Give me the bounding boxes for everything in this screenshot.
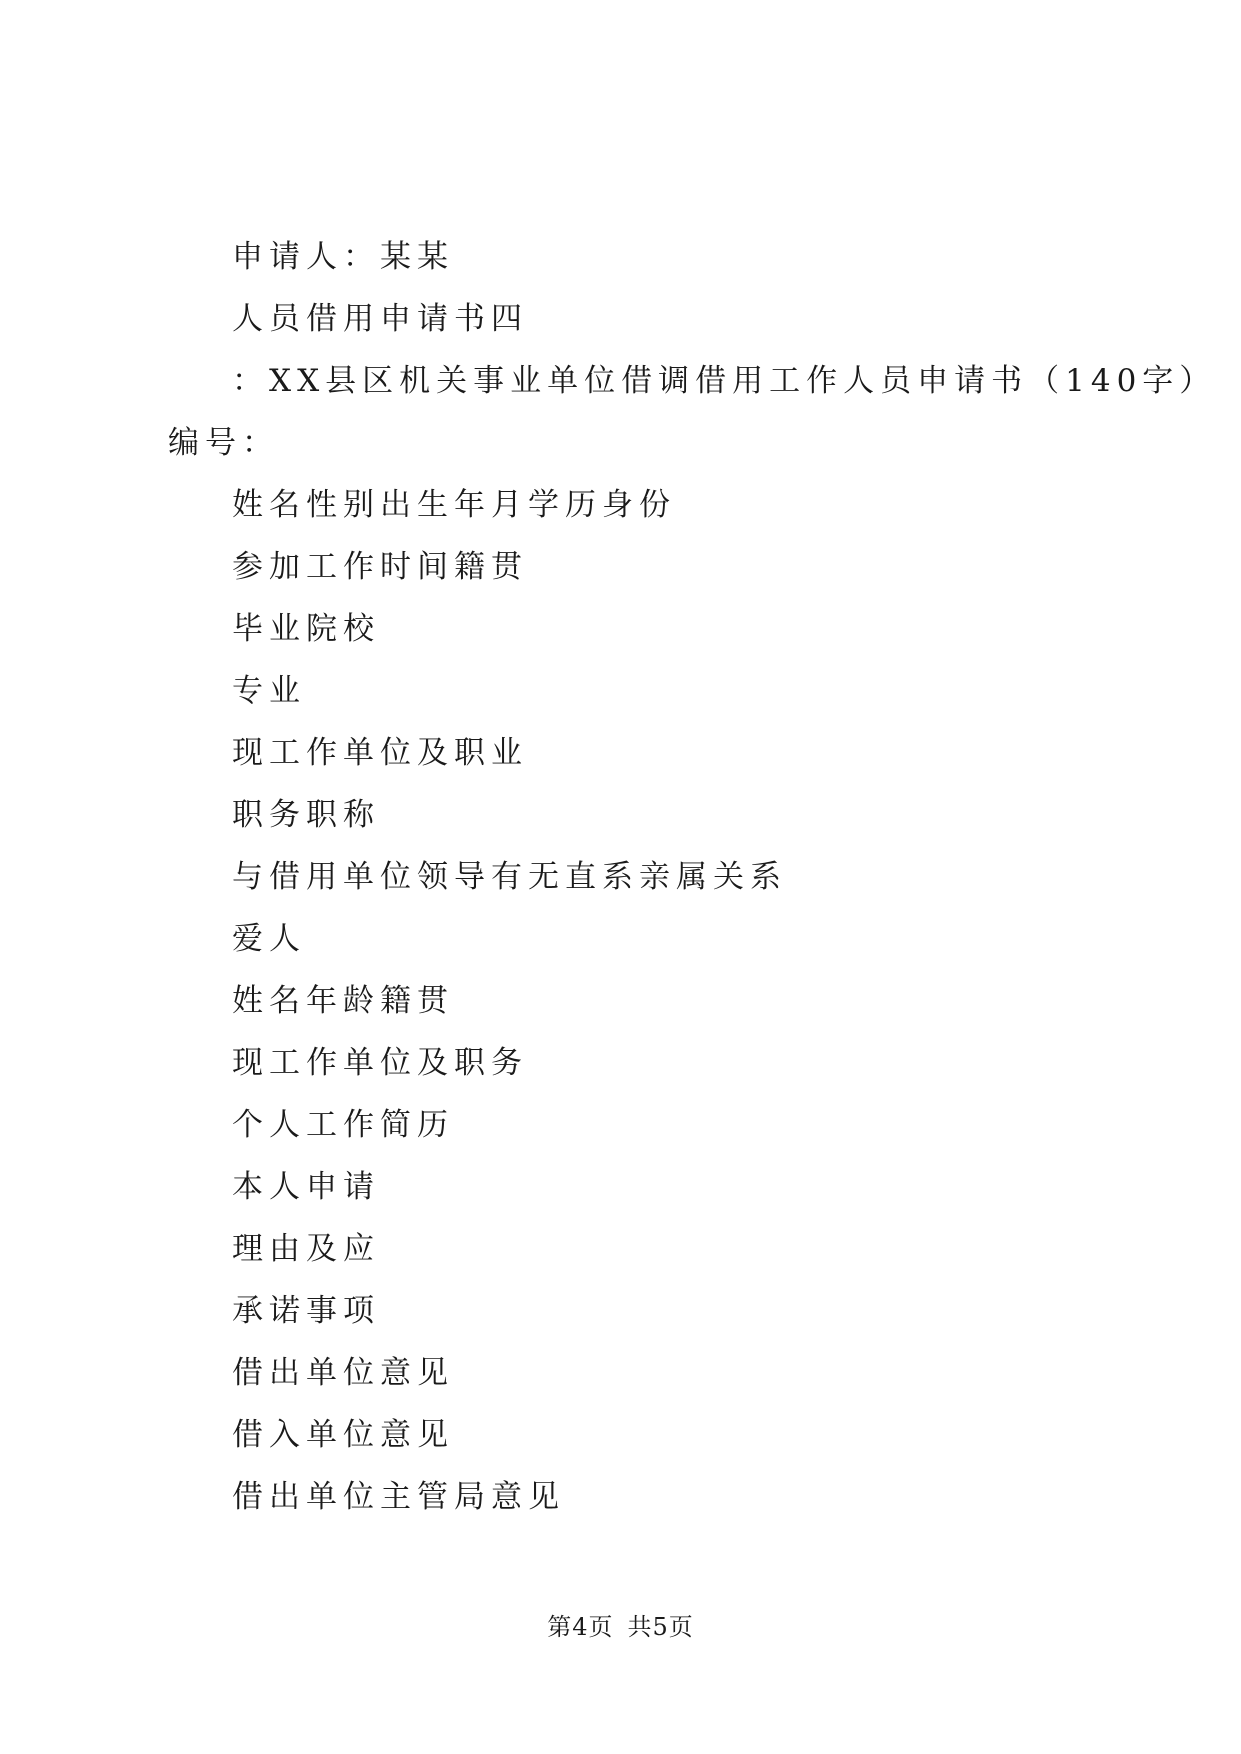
- form-field-line: 现工作单位及职务: [232, 1045, 528, 1081]
- form-field-line: 承诺事项: [232, 1293, 380, 1329]
- form-field-line: 专业: [232, 673, 306, 709]
- form-title: ：XX县区机关事业单位借调借用工作人员申请书（140字）: [232, 363, 1217, 399]
- applicant-line: 申请人：某某: [232, 239, 454, 275]
- form-field-line: 借出单位意见: [232, 1355, 454, 1391]
- form-field-line: 姓名性别出生年月学历身份: [232, 487, 676, 523]
- form-field-line: 个人工作简历: [232, 1107, 454, 1143]
- form-field-line: 毕业院校: [232, 611, 380, 647]
- page-number-current: 第4页: [547, 1613, 614, 1641]
- form-field-line: 参加工作时间籍贯: [232, 549, 528, 585]
- form-field-line: 职务职称: [232, 797, 380, 833]
- form-field-line: 现工作单位及职业: [232, 735, 528, 771]
- form-field-line: 姓名年龄籍贯: [232, 983, 454, 1019]
- form-field-line: 借出单位主管局意见: [232, 1479, 565, 1515]
- serial-number-label: 编号：: [168, 425, 279, 461]
- form-field-line: 与借用单位领导有无直系亲属关系: [232, 859, 787, 895]
- form-field-line: 本人申请: [232, 1169, 380, 1205]
- form-field-line: 爱人: [232, 921, 306, 957]
- section-title: 人员借用申请书四: [232, 301, 528, 337]
- page-footer: [0, 1612, 1241, 1642]
- form-field-line: 理由及应: [232, 1231, 380, 1267]
- page-number-total: 共5页: [627, 1613, 694, 1641]
- form-field-line: 借入单位意见: [232, 1417, 454, 1453]
